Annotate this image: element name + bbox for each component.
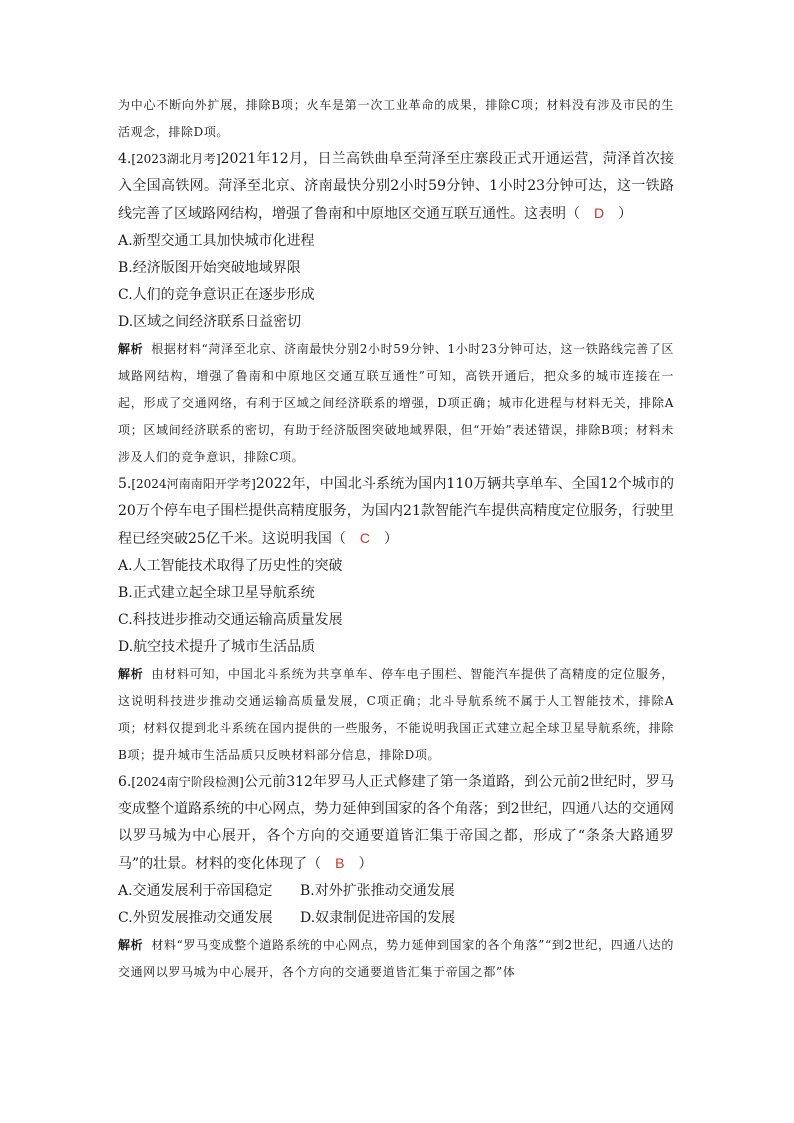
explanation-tag: 解析 (118, 938, 144, 952)
question-5-close: ） (383, 531, 398, 547)
question-4-option-b: B.经济版图开始突破地域界限 (118, 260, 301, 276)
question-6-close: ） (358, 856, 373, 872)
question-5-stem (118, 471, 674, 553)
question-4-option-c: C.人们的竞争意识正在逐步形成 (118, 287, 315, 303)
question-5-number: 5. (118, 476, 132, 492)
question-4-stem (118, 146, 674, 228)
question-5-option-c: C.科技进步推动交通运输高质量发展 (118, 612, 343, 628)
question-5-source: [2024河南南阳开学考] (131, 477, 256, 491)
question-6-stem (118, 769, 674, 878)
question-5-text: 2022年，中国北斗系统为国内110万辆共享单车、全国12个城市的20万个停车电子围栏提供高精度服务，为国内21款智能汽车提供高精度定位服务，行驶里程已经突破25亿千米。这说明我国（ (118, 476, 674, 547)
question-4-option-d: D.区域之间经济联系日益密切 (118, 314, 302, 330)
question-5-option-d: D.航空技术提升了城市生活品质 (118, 639, 316, 655)
question-6-options-row-1 (118, 878, 674, 905)
question-5-answer: C (359, 530, 370, 546)
question-6-answer: B (335, 855, 345, 871)
question-6-option-c: C.外贸发展推动交通发展 (118, 910, 273, 926)
question-5-option-b: B.正式建立起全球卫星导航系统 (118, 585, 315, 601)
question-6-option-b: B.对外扩张推动交通发展 (300, 883, 455, 899)
question-5-explanation (118, 661, 674, 769)
question-6-explanation (118, 932, 674, 986)
question-6-text: 公元前312年罗马人正式修建了第一条道路，到公元前2世纪时，罗马变成整个道路系统的中心网点，势力延伸到国家的各个角落；到2世纪，四通八达的交通网以罗马城为中心展开，各个方向的交通要道皆汇集于帝国之都，形成了“条条大路通罗马”的壮景。材料的变化体现了（ (118, 774, 674, 872)
question-5-option-a: A.人工智能技术取得了历史性的突破 (118, 558, 343, 574)
question-4-option-a: A.新型交通工具加快城市化进程 (118, 233, 315, 249)
question-4-source: [2023湖北月考] (131, 152, 221, 166)
document-page (118, 92, 674, 986)
question-6-explanation-text: 材料“罗马变成整个道路系统的中心网点，势力延伸到国家的各个角落”“到2世纪，四通八达的交通网以罗马城为中心展开，各个方向的交通要道皆汇集于帝国之都”体 (118, 938, 675, 979)
question-6-option-a: A.交通发展利于帝国稳定 (118, 883, 273, 899)
question-6-option-d: D.奴隶制促进帝国的发展 (300, 910, 456, 926)
question-4-close: ） (618, 206, 633, 222)
question-4-number: 4. (118, 151, 132, 167)
question-4-answer: D (594, 205, 605, 221)
question-4-explanation (118, 336, 674, 471)
previous-explanation: 为中心不断向外扩展，排除B项；火车是第一次工业革命的成果，排除C项；材料没有涉及市民的生活观念，排除D项。 (118, 98, 674, 139)
question-6-options-row-2 (118, 905, 674, 932)
question-4-explanation-text: 根据材料“菏泽至北京、济南最快分别2小时59分钟、1小时23分钟可达，这一铁路线完善了区域路网结构，增强了鲁南和中原地区交通互联互通性”可知，高铁开通后，把众多的城市连接在一起，形成了交通网络，有利于区域之间经济联系的增强，D项正确；城市化进程与材料无关，排除A项；区域间经济联系的密切，有助于经济版图突破地域界限，但“开始”表述错误，排除B项；材料未涉及人们的竞争意识，排除C项。 (118, 342, 674, 464)
question-4-text: 2021年12月，日兰高铁曲阜至菏泽至庄寨段正式开通运营，菏泽首次接入全国高铁网。菏泽至北京、济南最快分别2小时59分钟、1小时23分钟可达，这一铁路线完善了区域路网结构，增强了鲁南和中原地区交通互联互通性。这表明（ (118, 151, 674, 222)
question-6-source: [2024南宁阶段检测] (131, 775, 244, 789)
explanation-tag: 解析 (118, 342, 144, 356)
explanation-tag: 解析 (118, 667, 144, 681)
question-5-explanation-text: 由材料可知，中国北斗系统为共享单车、停车电子围栏、智能汽车提供了高精度的定位服务，这说明科技进步推动交通运输高质量发展，C项正确；北斗导航系统不属于人工智能技术，排除A项；材料仅提到北斗系统在国内提供的一些服务，不能说明我国正式建立起全球卫星导航系统，排除B项；提升城市生活品质只反映材料部分信息，排除D项。 (118, 667, 674, 762)
question-6-number: 6. (118, 774, 132, 790)
